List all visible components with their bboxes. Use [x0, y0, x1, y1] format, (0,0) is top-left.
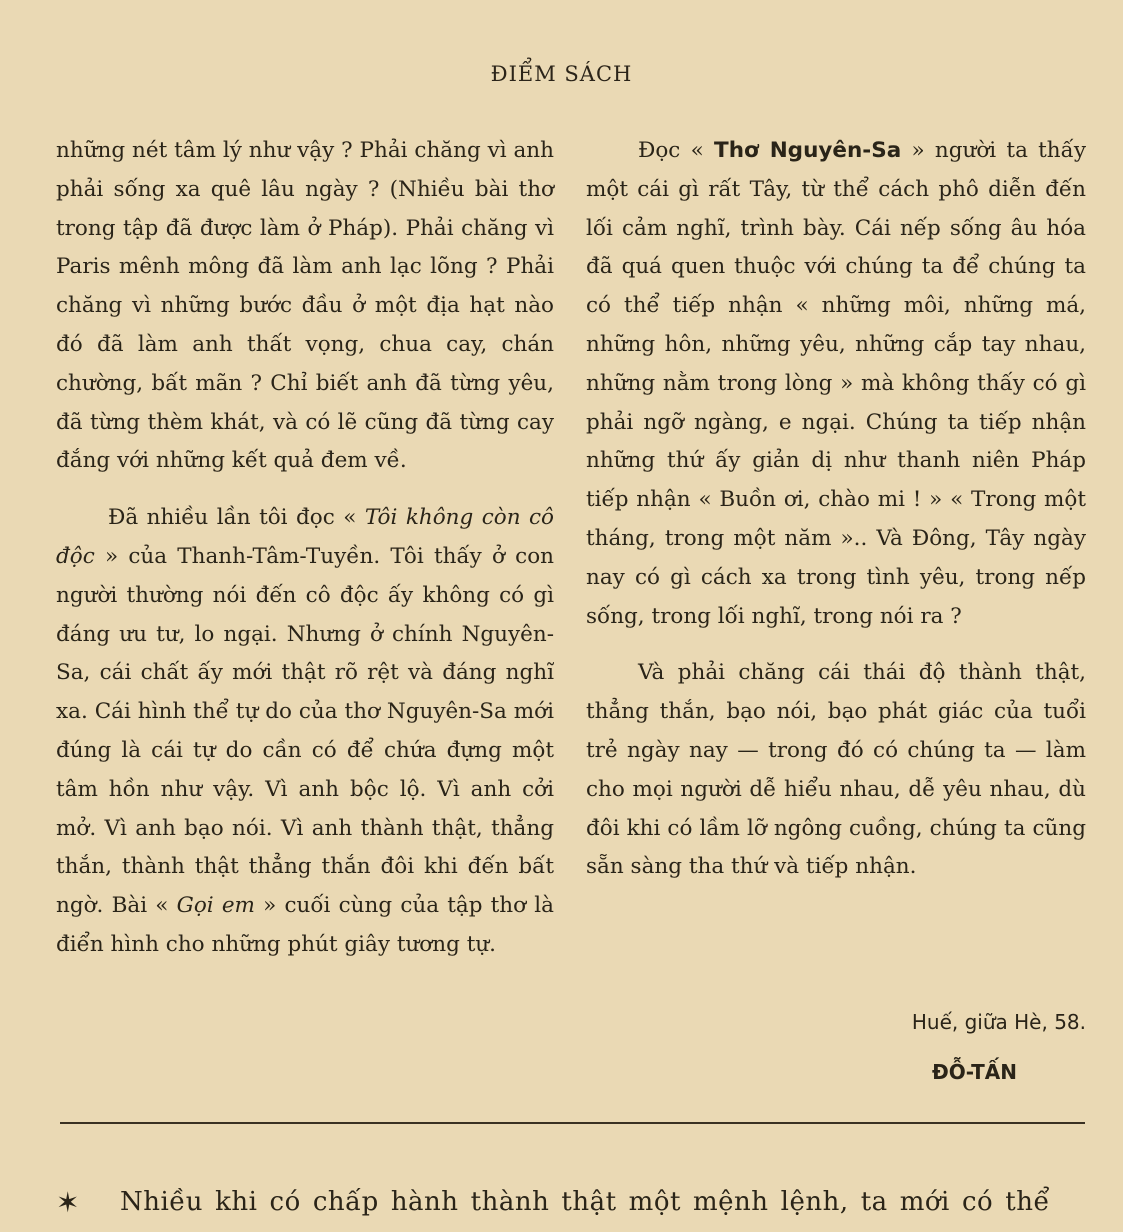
- left-p2-text-c: » cuối cùng của tập thơ là điển hình cho những phút giây tương tự.: [56, 893, 554, 957]
- right-paragraph-1: [586, 132, 1086, 636]
- section-title: ĐIỂM SÁCH: [490, 62, 633, 86]
- left-paragraph-1: những nét tâm lý như vậy ? Phải chăng vì anh phải sống xa quê lâu ngày ? (Nhiều bài thơ trong tập đã được làm ở Pháp). Phải chăng vì Paris mênh mông đã làm anh lạc lõng ? Phải chăng vì những bước đầu ở một địa hạt nào đó đã làm anh thất vọng, chua cay, chán chường, bất mãn ? Chỉ biết anh đã từng yêu, đã từng thèm khát, và có lẽ cũng đã từng cay đắng với những kết quả đem về.: [56, 138, 554, 474]
- next-article-line: [56, 1186, 1096, 1219]
- left-p2-text-a: Đã nhiều lần tôi đọc «: [108, 505, 365, 531]
- book-title-toi-khong-con-co-doc: Tôi không còn cô độc: [56, 505, 554, 569]
- next-article-text: Nhiều khi có chấp hành thành thật một mệnh lệnh, ta mới có thể: [119, 1187, 1050, 1217]
- horizontal-divider: [60, 1122, 1085, 1124]
- poem-title-goi-em: Gọi em: [176, 893, 255, 919]
- left-column: [56, 132, 554, 965]
- dateline: Huế, giữa Hè, 58.: [911, 1010, 1086, 1034]
- star-icon: ✶: [56, 1186, 80, 1219]
- right-p1-text-b: » người ta thấy một cái gì rất Tây, từ thể cách phô diễn đến lối cảm nghĩ, trình bày. Cái nếp sống âu hóa đã quá quen thuộc với chúng ta để chúng ta có thể tiếp nhận « những môi, những má, những hôn, những yêu, những cắp tay nhau, những nằm trong lòng » mà không thấy có gì phải ngỡ ngàng, e ngại. Chúng ta tiếp nhận những thứ ấy giản dị như thanh niên Pháp tiếp nhận « Buồn ơi, chào mi ! » « Trong một tháng, trong một năm ».. Và Đông, Tây ngày nay có gì cách xa trong tình yêu, trong nếp sống, trong lối nghĩ, trong nói ra ?: [586, 138, 1086, 629]
- author-signature: ĐỖ-TẤN: [932, 1060, 1017, 1084]
- right-paragraph-2: Và phải chăng cái thái độ thành thật, thẳng thắn, bạo nói, bạo phát giác của tuổi trẻ ngày nay — trong đó có chúng ta — làm cho mọi người dễ hiểu nhau, dễ yêu nhau, dù đôi khi có lầm lỡ ngông cuồng, chúng ta cũng sẵn sàng tha thứ và tiếp nhận.: [586, 660, 1086, 880]
- right-column: [586, 132, 1086, 887]
- left-p2-text-b: » của Thanh-Tâm-Tuyền. Tôi thấy ở con người thường nói đến cô độc ấy không có gì đáng ưu tư, lo ngại. Nhưng ở chính Nguyên-Sa, cái chất ấy mới thật rõ rệt và đáng nghĩ xa. Cái hình thể tự do của thơ Nguyên-Sa mới đúng là cái tự do cần có để chứa đựng một tâm hồn như vậy. Vì anh bộc lộ. Vì anh cởi mở. Vì anh bạo nói. Vì anh thành thật, thẳng thắn, thành thật thẳng thắn đôi khi đến bất ngờ. Bài «: [56, 543, 554, 919]
- left-paragraph-2: [56, 499, 554, 965]
- right-p1-text-a: Đọc «: [638, 138, 715, 163]
- book-title-tho-nguyen-sa: Thơ Nguyên-Sa: [714, 138, 902, 163]
